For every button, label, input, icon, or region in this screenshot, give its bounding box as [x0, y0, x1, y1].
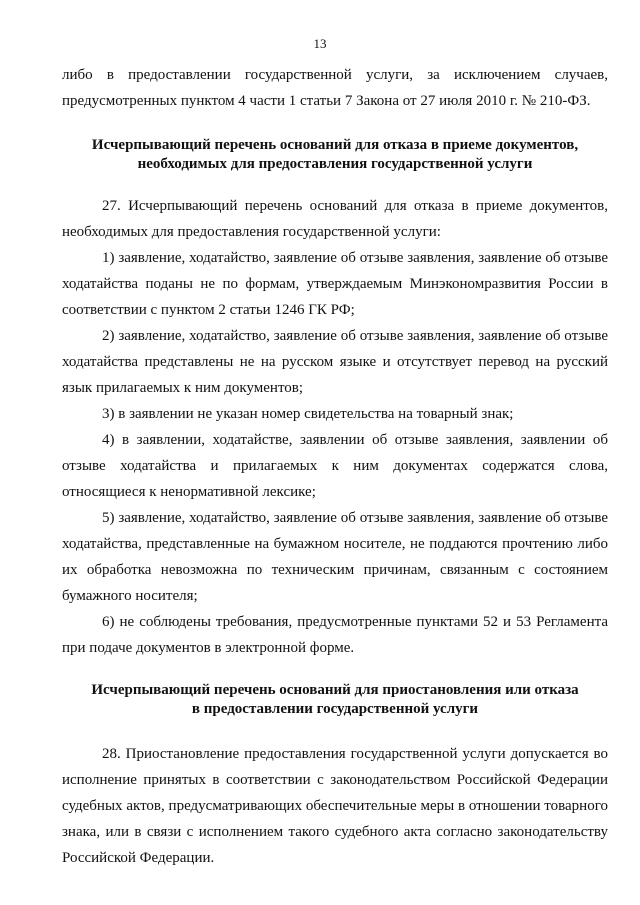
section-heading-suspension-refusal — [62, 681, 608, 719]
section-heading-refusal-acceptance — [62, 136, 608, 174]
list-item-6: 6) не соблюдены требования, предусмотренные пунктами 52 и 53 Регламента при подаче документов в электронной форме. — [62, 614, 608, 656]
list-item-2: 2) заявление, ходатайство, заявление об отзыве заявления, заявление об отзыве ходатайства представлены не на русском языке и отсутствует перевод на русский язык прилагаемых к ним документов; — [62, 328, 608, 396]
document-body — [62, 62, 608, 871]
list-item-5: 5) заявление, ходатайство, заявление об отзыве заявления, заявление об отзыве ходатайства, представленные на бумажном носителе, не поддаются прочтению либо их обработка невозможна по техническим причинам, связанным с состоянием бумажного носителя; — [62, 510, 608, 604]
list-item-3: 3) в заявлении не указан номер свидетельства на товарный знак; — [102, 406, 514, 422]
section-heading-line: Исчерпывающий перечень оснований для приостановления или отказа — [91, 682, 579, 698]
paragraph-27: 27. Исчерпывающий перечень оснований для отказа в приеме документов, необходимых для предоставления государственной услуги: — [62, 198, 608, 240]
paragraph-28: 28. Приостановление предоставления государственной услуги допускается во исполнение принятых в соответствии с законодательством Российской Федерации судебных актов, предусматривающих обеспечительные меры в отношении товарного знака, или в связи с исполнением такого судебного акта согласно законодательству Российской Федерации. — [62, 746, 608, 866]
section-heading-line: в предоставлении государственной услуги — [191, 701, 479, 717]
section-heading-line: необходимых для предоставления государственной услуги — [137, 156, 533, 172]
list-item-4: 4) в заявлении, ходатайстве, заявлении об отзыве заявления, заявлении об отзыве ходатайства и прилагаемых к ним документах содержатся слова, относящиеся к ненормативной лексике; — [62, 432, 608, 500]
section-heading-line: Исчерпывающий перечень оснований для отказа в приеме документов, — [91, 137, 579, 153]
intro-paragraph: либо в предоставлении государственной услуги, за исключением случаев, предусмотренных пунктом 4 части 1 статьи 7 Закона от 27 июля 2010 г. № 210-ФЗ. — [62, 67, 608, 109]
page-number: 13 — [313, 36, 327, 51]
list-item-1: 1) заявление, ходатайство, заявление об отзыве заявления, заявление об отзыве ходатайства поданы не по формам, утверждаемым Минэкономразвития России в соответствии с пунктом 2 статьи 1246 ГК РФ; — [62, 250, 608, 318]
